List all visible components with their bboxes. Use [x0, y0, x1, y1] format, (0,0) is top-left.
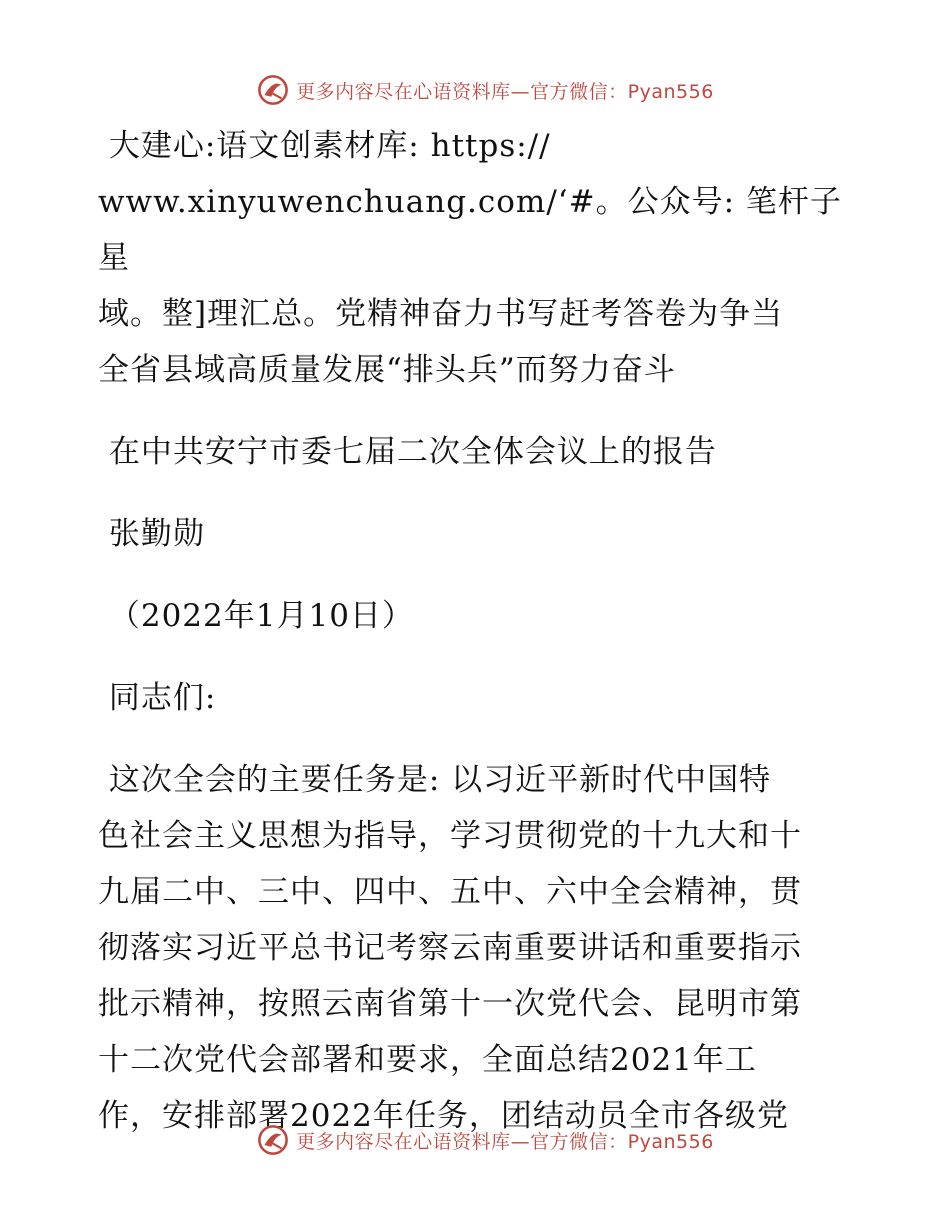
paragraph-line: 这次全会的主要任务是: 以习近平新时代中国特 [98, 762, 772, 798]
paragraph-line: 十二次党代会部署和要求，全面总结2021年工 [98, 1042, 757, 1078]
intro-line: 全省县域高质量发展“排头兵”而努力奋斗 [98, 352, 676, 388]
banner-text: 更多内容尽在心语资料库—官方微信：Pyan556 [296, 80, 714, 103]
brand-logo-icon [256, 1123, 290, 1157]
report-author: 张勤勋 [98, 516, 205, 552]
report-date: （2022年1月10日） [98, 598, 414, 634]
brand-logo-icon [256, 73, 290, 107]
footer-banner [0, 1120, 950, 1160]
paragraph-line: 九届二中、三中、四中、五中、六中全会精神，贯 [98, 874, 802, 910]
paragraph-line: 批示精神，按照云南省第十一次党代会、昆明市第 [98, 986, 802, 1022]
intro-line: 域。整]理汇总。党精神奋力书写赶考答卷为争当 [98, 296, 784, 332]
report-subtitle: 在中共安宁市委七届二次全体会议上的报告 [98, 434, 717, 470]
banner-text: 更多内容尽在心语资料库—官方微信：Pyan556 [296, 1130, 714, 1153]
paragraph-line: 作，安排部署2022年任务，团结动员全市各级党 [98, 1098, 789, 1134]
paragraph-line: 彻落实习近平总书记考察云南重要讲话和重要指示 [98, 930, 802, 966]
header-banner [0, 70, 950, 110]
intro-line: 大建心:语文创素材库: https:// [98, 128, 551, 164]
salutation: 同志们: [98, 680, 217, 716]
paragraph-line: 色社会主义思想为指导，学习贯彻党的十九大和十 [98, 818, 802, 854]
document-body [98, 118, 858, 1144]
intro-line: www.xinyuwenchuang.com/‘#。公众号: 笔杆子星 [98, 184, 842, 276]
